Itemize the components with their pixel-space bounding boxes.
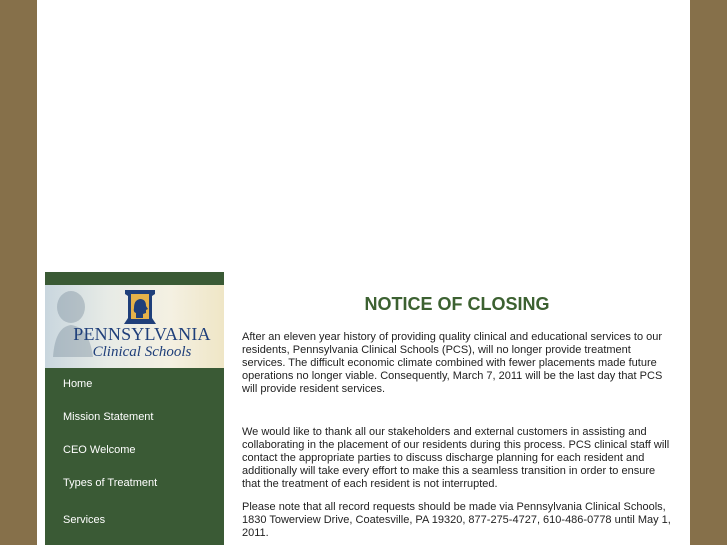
page-container xyxy=(37,0,690,545)
notice-paragraph-2: We would like to thank all our stakeholders and external customers in assisting and collaborating in the placement of our residents during this process. PCS clinical staff will contact the appropriate parties to discuss discharge planning for each resident and additionally will take every effort to make this a seamless transition in order to ensure that the treatment of each resident is not interrupted. xyxy=(242,426,670,490)
sidebar-top-bar xyxy=(45,272,224,285)
sidebar xyxy=(45,272,224,545)
nav-item-services[interactable]: Services xyxy=(63,514,106,526)
site-logo[interactable] xyxy=(45,285,224,368)
nav-item-ceo-welcome[interactable]: CEO Welcome xyxy=(63,444,136,456)
keystone-silhouette-icon xyxy=(123,288,157,326)
logo-text-pennsylvania: PENNSYLVANIA xyxy=(73,324,211,344)
main-navigation xyxy=(45,368,224,537)
main-content xyxy=(242,294,672,540)
logo-text-clinical-schools: Clinical Schools xyxy=(92,344,192,360)
notice-paragraph-3: Please note that all record requests should be made via Pennsylvania Clinical Schools, 1830 Towerview Drive, Coatesville, PA 19320, 877-275-4727, 610-486-0778 until May 1, 2011. xyxy=(242,501,671,539)
nav-item-home[interactable]: Home xyxy=(63,378,93,390)
nav-item-types-of-treatment[interactable]: Types of Treatment xyxy=(63,477,158,489)
notice-paragraph-1: After an eleven year history of providing quality clinical and educational services to our residents, Pennsylvania Clinical Schools (PCS), will no longer provide treatment services. The difficult economic climate combined with fewer placements made future operations no longer viable. Consequently, March 7, 2011 will be the last day that PCS will provide resident services. xyxy=(242,331,663,395)
nav-item-mission-statement[interactable]: Mission Statement xyxy=(63,411,154,423)
page-title: NOTICE OF CLOSING xyxy=(364,294,550,314)
